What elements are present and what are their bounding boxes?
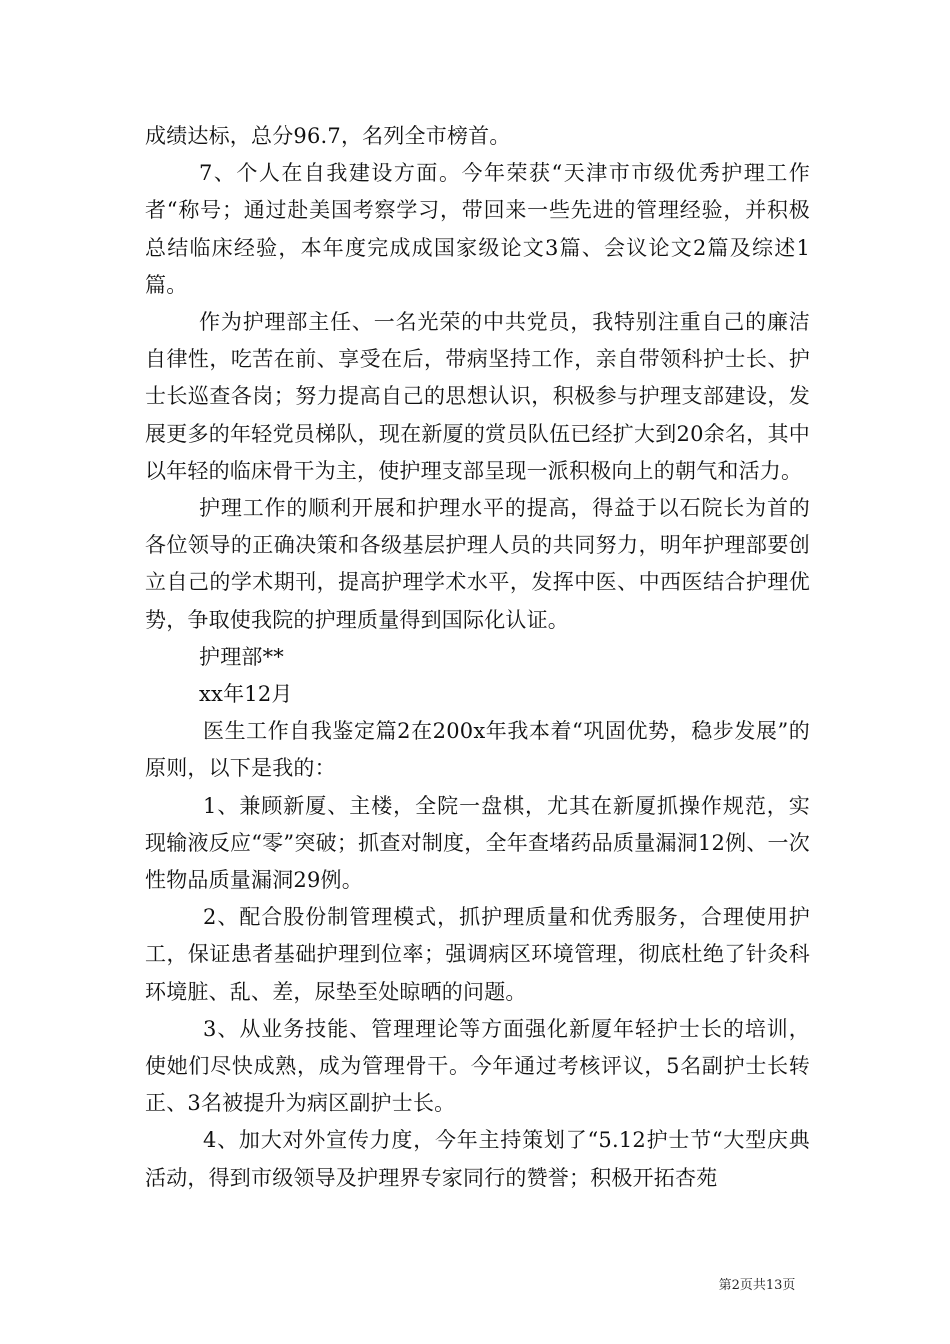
paragraph-item-1: 1、兼顾新厦、主楼，全院一盘棋，尤其在新厦抓操作规范，实现输液反应“零”突破；抓查对制度，全年查堵药品质量漏洞12例、一次性物品质量漏洞29例。 <box>145 793 810 893</box>
document-body <box>145 118 810 1197</box>
paragraph-item-4: 4、加大对外宣传力度，今年主持策划了“5.12护士节“大型庆典活动，得到市级领导及护理界专家同行的赞誉；积极开拓杏苑 <box>145 1128 810 1190</box>
paragraph-item-2: 2、配合股份制管理模式，抓护理质量和优秀服务，合理使用护工，保证患者基础护理到位率；强调病区环境管理，彻底杜绝了针灸科环境脏、乱、差，尿垫至处晾晒的问题。 <box>145 905 810 1004</box>
paragraph-item-3: 3、从业务技能、管理理论等方面强化新厦年轻护士长的培训，使她们尽快成熟，成为管理骨干。今年通过考核评议，5名副护士长转正、3名被提升为病区副护士长。 <box>145 1016 810 1116</box>
paragraph-nursing-progress: 护理工作的顺利开展和护理水平的提高，得益于以石院长为首的各位领导的正确决策和各级基层护理人员的共同努力，明年护理部要创立自己的学术期刊，提高护理学术水平，发挥中医、中西医结合护理优势，争取使我院的护理质量得到国际化认证。 <box>145 496 810 632</box>
paragraph-self-construction: 7、个人在自我建设方面。今年荣获“天津市市级优秀护理工作者“称号；通过赴美国考察学习，带回来一些先进的管理经验，并积极总结临床经验，本年度完成成国家级论文3篇、会议论文2篇及综述1篇。 <box>145 161 810 297</box>
paragraph-party-member: 作为护理部主任、一名光荣的中共党员，我特别注重自己的廉洁自律性，吃苦在前、享受在后，带病坚持工作，亲自带领科护士长、护士长巡查各岗；努力提高自己的思想认识，积极参与护理支部建设，发展更多的年轻党员梯队，现在新厦的赏员队伍已经扩大到20余名，其中以年轻的临床骨干为主，使护理支部呈现一派积极向上的朝气和活力。 <box>145 310 810 483</box>
page-number-label: 第2页共13页 <box>718 1278 796 1293</box>
paragraph-score: 成绩达标，总分96.7，名列全市榜首。 <box>145 124 511 148</box>
page-footer <box>0 1277 950 1295</box>
signature-date: xx年12月 <box>199 682 293 707</box>
paragraph-doctor-appraisal-intro: 医生工作自我鉴定篇2在200x年我本着“巩固优势，稳步发展”的原则，以下是我的： <box>145 719 810 781</box>
signature-department: 护理部** <box>199 644 284 669</box>
